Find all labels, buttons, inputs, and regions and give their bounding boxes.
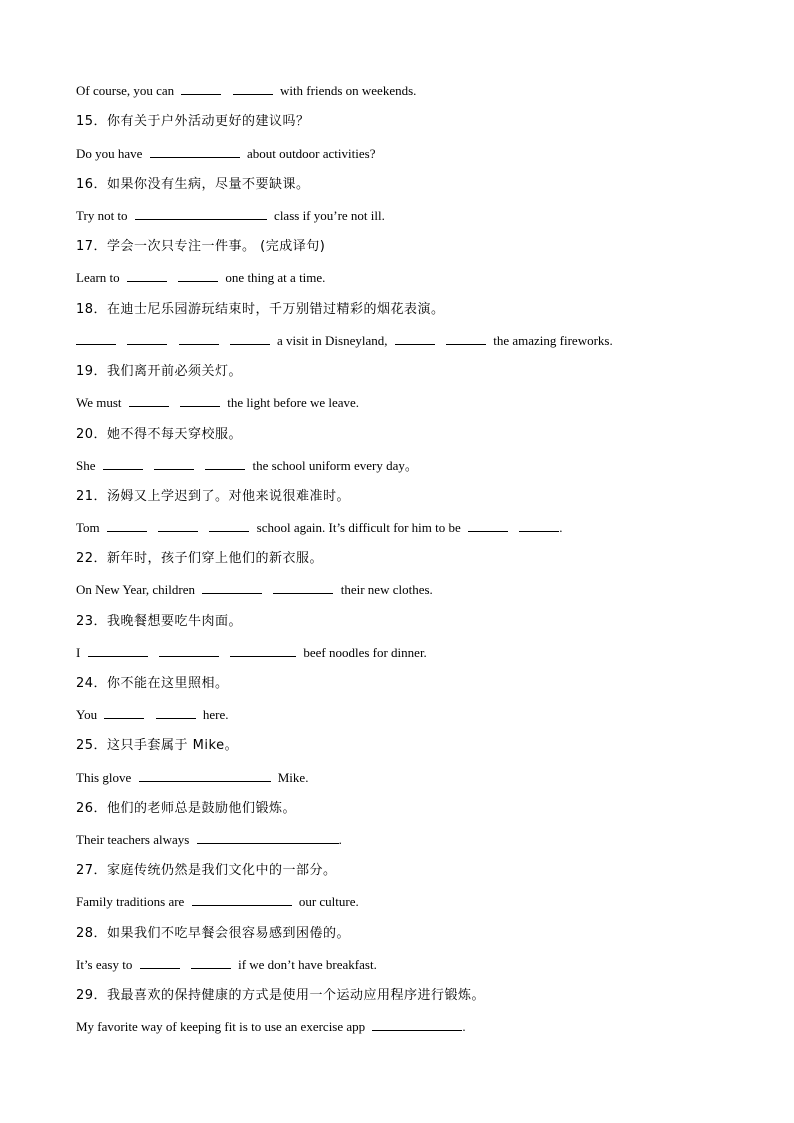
answer-blank[interactable] [88, 644, 148, 657]
sentence-text: the amazing fireworks. [493, 333, 613, 348]
answer-blank[interactable] [205, 457, 245, 470]
answer-blank[interactable] [192, 893, 292, 906]
question-17-prompt: 17．学会一次只专注一件事。 (完成译句) [76, 239, 326, 254]
question-21-sentence [76, 518, 563, 538]
question-25-prompt: 25．这只手套属于 Mike。 [76, 738, 239, 753]
sentence-text: Of course, you can [76, 83, 175, 98]
question-28-prompt: 28．如果我们不吃早餐会很容易感到困倦的。 [76, 926, 351, 941]
sentence-text: Tom [76, 520, 100, 535]
question-16-prompt: 16．如果你没有生病，尽量不要缺课。 [76, 177, 310, 192]
answer-blank[interactable] [159, 644, 219, 657]
sentence-text: the light before we leave. [227, 395, 360, 410]
answer-blank[interactable] [202, 581, 262, 594]
answer-blank[interactable] [156, 706, 196, 719]
sentence-text: with friends on weekends. [279, 83, 417, 98]
sentence-text: . [462, 1019, 466, 1034]
sentence-text: . [559, 520, 563, 535]
sentence-text: Family traditions are [76, 894, 185, 909]
answer-blank[interactable] [139, 769, 271, 782]
sentence-text: a visit in Disneyland, [277, 333, 388, 348]
answer-blank[interactable] [104, 706, 144, 719]
answer-blank[interactable] [230, 644, 296, 657]
answer-blank[interactable] [140, 956, 180, 969]
sentence-text: . [338, 832, 342, 847]
question-19-prompt: 19．我们离开前必须关灯。 [76, 364, 243, 379]
sentence-text: Do you have [76, 146, 143, 161]
question-24-prompt: 24．你不能在这里照相。 [76, 676, 229, 691]
answer-blank[interactable] [154, 457, 194, 470]
question-29-prompt: 29．我最喜欢的保持健康的方式是使用一个运动应用程序进行锻炼。 [76, 988, 486, 1003]
question-28-sentence [76, 955, 377, 975]
answer-blank[interactable] [103, 457, 143, 470]
sentence-text: class if you’re not ill. [274, 208, 385, 223]
sentence-text: It’s easy to [76, 957, 133, 972]
question-16-sentence [76, 206, 385, 226]
question-22-sentence [76, 580, 433, 600]
sentence-text: one thing at a time. [225, 270, 326, 285]
sentence-text: Try not to [76, 208, 128, 223]
answer-blank[interactable] [158, 519, 198, 532]
sentence-text: their new clothes. [340, 582, 433, 597]
sentence-text: about outdoor activities? [246, 146, 376, 161]
question-21-prompt: 21．汤姆又上学迟到了。对他来说很难准时。 [76, 489, 351, 504]
question-15-prompt: 15．你有关于户外活动更好的建议吗？ [76, 114, 310, 129]
sentence-text: our culture. [298, 894, 359, 909]
question-20-prompt: 20．她不得不每天穿校服。 [76, 427, 243, 442]
sentence-text: here. [202, 707, 229, 722]
question-29-sentence [76, 1017, 466, 1037]
answer-blank[interactable] [230, 332, 270, 345]
question-24-sentence [76, 705, 228, 725]
answer-blank[interactable] [127, 332, 167, 345]
answer-blank[interactable] [233, 82, 273, 95]
question-27-sentence [76, 892, 359, 912]
question-18-prompt: 18．在迪士尼乐园游玩结束时，千万别错过精彩的烟花表演。 [76, 302, 445, 317]
answer-blank[interactable] [76, 332, 116, 345]
question-17-sentence [76, 268, 325, 288]
answer-blank[interactable] [135, 207, 267, 220]
question-20-sentence [76, 456, 418, 476]
sentence-line [76, 81, 416, 101]
answer-blank[interactable] [180, 394, 220, 407]
answer-blank[interactable] [129, 394, 169, 407]
answer-blank[interactable] [197, 831, 339, 844]
answer-blank[interactable] [372, 1018, 462, 1031]
answer-blank[interactable] [181, 82, 221, 95]
sentence-text: beef noodles for dinner. [303, 645, 427, 660]
sentence-text: We must [76, 395, 122, 410]
answer-blank[interactable] [179, 332, 219, 345]
sentence-text: the school uniform every day。 [252, 458, 418, 473]
answer-blank[interactable] [468, 519, 508, 532]
sentence-text: My favorite way of keeping fit is to use an exercise app [76, 1019, 366, 1034]
sentence-text: Their teachers always [76, 832, 190, 847]
sentence-text: You [76, 707, 98, 722]
sentence-text: She [76, 458, 96, 473]
sentence-text: This glove [76, 770, 132, 785]
answer-blank[interactable] [150, 145, 240, 158]
sentence-text: school again. It’s difficult for him to be [256, 520, 461, 535]
answer-blank[interactable] [273, 581, 333, 594]
question-26-sentence [76, 830, 342, 850]
question-26-prompt: 26．他们的老师总是鼓励他们锻炼。 [76, 801, 297, 816]
answer-blank[interactable] [209, 519, 249, 532]
question-22-prompt: 22．新年时，孩子们穿上他们的新衣服。 [76, 551, 324, 566]
answer-blank[interactable] [191, 956, 231, 969]
answer-blank[interactable] [446, 332, 486, 345]
answer-blank[interactable] [178, 269, 218, 282]
question-18-sentence [76, 331, 613, 351]
question-19-sentence [76, 393, 359, 413]
answer-blank[interactable] [395, 332, 435, 345]
question-27-prompt: 27．家庭传统仍然是我们文化中的一部分。 [76, 863, 337, 878]
answer-blank[interactable] [127, 269, 167, 282]
sentence-text: On New Year, children [76, 582, 195, 597]
question-15-sentence [76, 144, 375, 164]
sentence-text: Mike. [277, 770, 309, 785]
sentence-text: Learn to [76, 270, 120, 285]
sentence-text: I [76, 645, 81, 660]
answer-blank[interactable] [107, 519, 147, 532]
question-23-sentence [76, 643, 427, 663]
answer-blank[interactable] [519, 519, 559, 532]
question-23-prompt: 23．我晚餐想要吃牛肉面。 [76, 614, 243, 629]
question-25-sentence [76, 768, 308, 788]
sentence-text: if we don’t have breakfast. [238, 957, 377, 972]
